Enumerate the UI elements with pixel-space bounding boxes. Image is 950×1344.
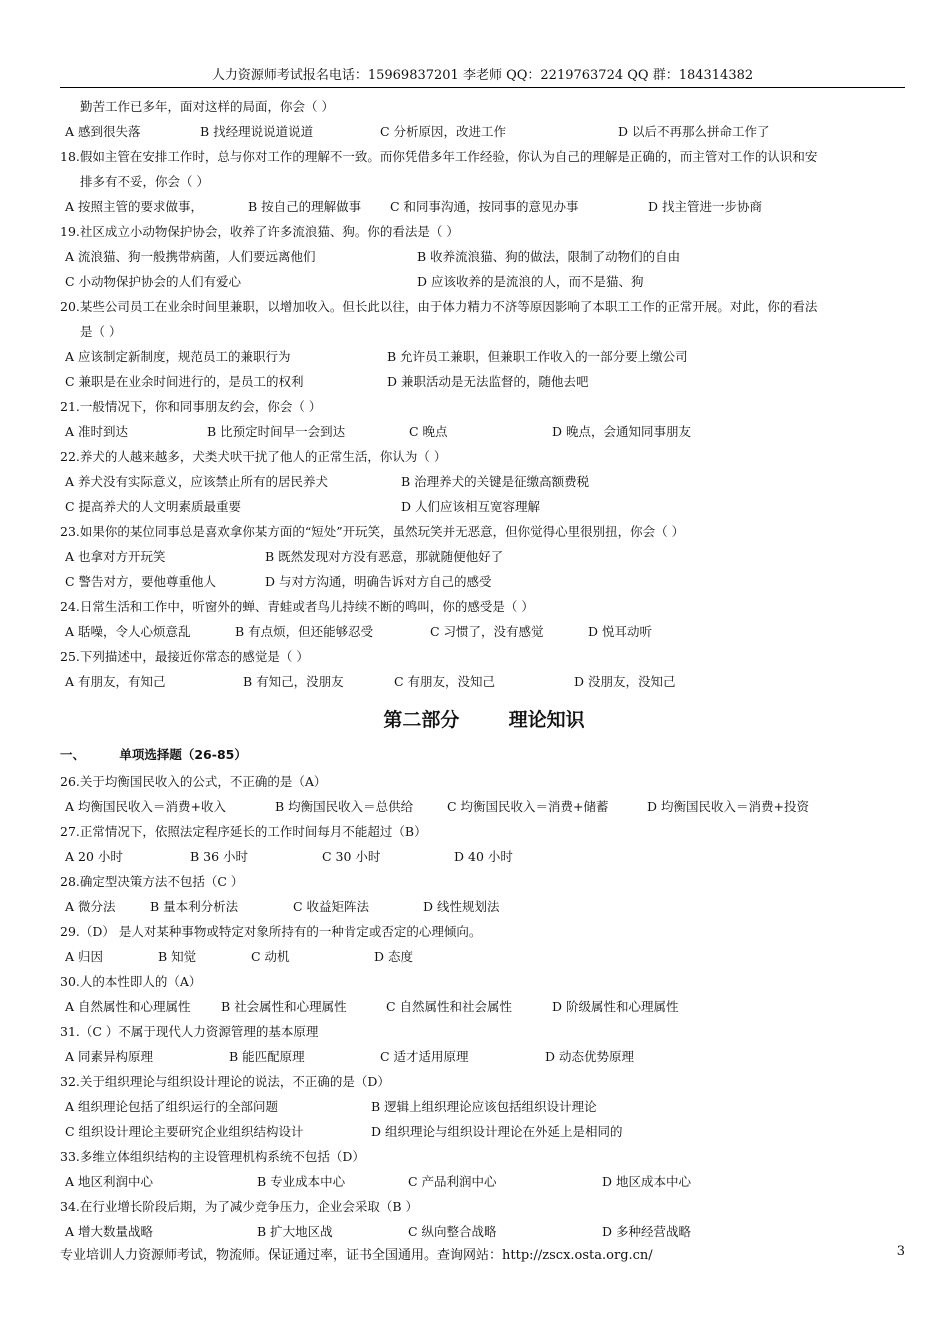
option-b: B 既然发现对方没有恶意，那就随便他好了 [265, 549, 504, 564]
question-30: 30.人的本性即人的（A） [60, 974, 202, 989]
option-d: D 与对方沟通，明确告诉对方自己的感受 [265, 574, 492, 589]
question-18-continuation: 排多有不妥，你会（ ） [80, 174, 209, 189]
question-18: 18.假如主管在安排工作时，总与你对工作的理解不一致。而你凭借多年工作经验，你认为自己的理解是正确的，而主管对工作的认识和安 [60, 149, 818, 164]
question-22: 22.养犬的人越来越多，犬类犬吠干扰了他人的正常生活，你认为（ ） [60, 449, 447, 464]
question-25: 25.下列描述中，最接近你常态的感觉是（ ） [60, 649, 309, 664]
question-18-options [60, 194, 908, 219]
question-23-options-2 [60, 569, 908, 594]
question-27: 27.正常情况下，依照法定程序延长的工作时间每月不能超过（B） [60, 824, 427, 839]
option-b: B 允许员工兼职，但兼职工作收入的一部分要上缴公司 [387, 349, 688, 364]
subsection-heading [60, 744, 908, 769]
option-c: C 产品利润中心 [408, 1174, 497, 1189]
option-a: A 流浪猫、狗一般携带病菌，人们要远离他们 [65, 249, 316, 264]
question-19: 19.社区成立小动物保护协会，收养了许多流浪猫、狗。你的看法是（ ） [60, 224, 459, 239]
question-22-options-1 [60, 469, 908, 494]
option-c: C 兼职是在业余时间进行的，是员工的权利 [65, 374, 304, 389]
option-c: C 警告对方，要他尊重他人 [65, 574, 217, 589]
option-b: B 扩大地区战 [257, 1224, 333, 1239]
option-c: C 有朋友，没知己 [394, 674, 496, 689]
option-c: C 小动物保护协会的人们有爱心 [65, 274, 242, 289]
question-31-options [60, 1044, 908, 1069]
option-d: D 地区成本中心 [602, 1174, 691, 1189]
option-c: C 收益矩阵法 [293, 899, 370, 914]
question-33: 33.多维立体组织结构的主设管理机构系统不包括（D） [60, 1149, 365, 1164]
option-c: C 自然属性和社会属性 [386, 999, 513, 1014]
option-d: D 组织理论与组织设计理论在外延上是相同的 [371, 1124, 623, 1139]
question-24: 24.日常生活和工作中，听窗外的蝉、青蛙或者鸟儿持续不断的鸣叫，你的感受是（ ） [60, 599, 534, 614]
option-c: C 提高养犬的人文明素质最重要 [65, 499, 242, 514]
question-25-options [60, 669, 908, 694]
question-28: 28.确定型决策方法不包括（C ） [60, 874, 244, 889]
option-d: D 悦耳动听 [588, 624, 652, 639]
option-b: B 比预定时间早一会到达 [207, 424, 346, 439]
option-a: A 归因 [65, 949, 104, 964]
option-a: A 同素异构原理 [65, 1049, 154, 1064]
question-34-options [60, 1219, 908, 1244]
question-21: 21.一般情况下，你和同事朋友约会，你会（ ） [60, 399, 322, 414]
option-c: C 适才适用原理 [380, 1049, 469, 1064]
option-b: B 逻辑上组织理论应该包括组织设计理论 [371, 1099, 597, 1114]
option-d: D 线性规划法 [423, 899, 500, 914]
question-22-options-2 [60, 494, 908, 519]
question-34: 34.在行业增长阶段后期，为了减少竞争压力，企业会采取（B ） [60, 1199, 419, 1214]
question-29-options [60, 944, 908, 969]
question-21-options [60, 419, 908, 444]
footer-text: 专业培训人力资源师考试，物流师。保证通过率，证书全国通用。查询网站：http://zscx.osta.org.cn/ [60, 1248, 653, 1263]
option-a: A 养犬没有实际意义，应该禁止所有的居民养犬 [65, 474, 329, 489]
option-b: B 均衡国民收入＝总供给 [275, 799, 414, 814]
option-a: A 均衡国民收入＝消费+收入 [65, 799, 226, 814]
option-d: D 人们应该相互宽容理解 [401, 499, 540, 514]
option-b: B 专业成本中心 [257, 1174, 346, 1189]
question-32-options-1 [60, 1094, 908, 1119]
option-a: A 准时到达 [65, 424, 129, 439]
question-17-options [60, 119, 908, 144]
option-b: B 量本利分析法 [150, 899, 239, 914]
question-29: 29.（D） 是人对某种事物或特定对象所持有的一种肯定或否定的心理倾向。 [60, 924, 482, 939]
option-b: B 治理养犬的关键是征缴高额费税 [401, 474, 590, 489]
option-c: C 组织设计理论主要研究企业组织结构设计 [65, 1124, 304, 1139]
option-d: D 态度 [374, 949, 413, 964]
question-20-options-1 [60, 344, 908, 369]
option-d: D 40 小时 [454, 849, 513, 864]
option-c: C 习惯了，没有感觉 [430, 624, 544, 639]
question-20-options-2 [60, 369, 908, 394]
question-28-options [60, 894, 908, 919]
page-content [60, 94, 908, 1244]
option-d: D 没朋友，没知己 [574, 674, 676, 689]
option-b: B 能匹配原理 [229, 1049, 305, 1064]
option-b: B 社会属性和心理属性 [221, 999, 347, 1014]
question-20: 20.某些公司员工在业余时间里兼职，以增加收入。但长此以往，由于体力精力不济等原因影响了本职工工作的正常开展。对此，你的看法 [60, 299, 818, 314]
option-c: C 分析原因，改进工作 [380, 124, 507, 139]
option-a: A 地区利润中心 [65, 1174, 154, 1189]
option-d: D 晚点，会通知同事朋友 [552, 424, 691, 439]
question-19-options-1 [60, 244, 908, 269]
question-32-options-2 [60, 1119, 908, 1144]
option-a: A 组织理论包括了组织运行的全部问题 [65, 1099, 279, 1114]
option-a: A 20 小时 [65, 849, 123, 864]
option-c: C 均衡国民收入＝消费+储蓄 [447, 799, 609, 814]
option-b: B 36 小时 [190, 849, 249, 864]
question-23-options-1 [60, 544, 908, 569]
section-title-name: 理论知识 [508, 709, 585, 731]
question-31: 31.（C ）不属于现代人力资源管理的基本原理 [60, 1024, 319, 1039]
option-a: A 感到很失落 [65, 124, 141, 139]
option-d: D 动态优势原理 [545, 1049, 634, 1064]
question-33-options [60, 1169, 908, 1194]
question-30-options [60, 994, 908, 1019]
question-26-options [60, 794, 908, 819]
subsection-title: 单项选择题（26-85） [119, 747, 247, 762]
question-32: 32.关于组织理论与组织设计理论的说法，不正确的是（D） [60, 1074, 390, 1089]
option-d: D 应该收养的是流浪的人，而不是猫、狗 [417, 274, 644, 289]
question-23: 23.如果你的某位同事总是喜欢拿你某方面的“短处”开玩笑，虽然玩笑并无恶意，但你觉得心里很别扭，你会（ ） [60, 524, 685, 539]
option-d: D 阶级属性和心理属性 [552, 999, 679, 1014]
option-d: D 以后不再那么拼命工作了 [618, 124, 770, 139]
option-a: A 有朋友，有知己 [65, 674, 166, 689]
option-c: C 纵向整合战略 [408, 1224, 497, 1239]
option-b: B 收养流浪猫、狗的做法，限制了动物们的自由 [417, 249, 681, 264]
option-b: B 按自己的理解做事 [248, 199, 362, 214]
question-27-options [60, 844, 908, 869]
question-26: 26.关于均衡国民收入的公式，不正确的是（A） [60, 774, 327, 789]
option-d: D 多种经营战略 [602, 1224, 691, 1239]
option-b: B 找经理说说道说道 [200, 124, 314, 139]
option-a: A 自然属性和心理属性 [65, 999, 191, 1014]
option-c: C 晚点 [409, 424, 448, 439]
option-a: A 也拿对方开玩笑 [65, 549, 166, 564]
option-a: A 按照主管的要求做事， [65, 199, 204, 214]
subsection-number: 一、 [60, 747, 86, 762]
option-b: B 知觉 [158, 949, 197, 964]
option-b: B 有知己，没朋友 [243, 674, 344, 689]
option-a: A 增大数量战略 [65, 1224, 154, 1239]
option-d: D 兼职活动是无法监督的，随他去吧 [387, 374, 589, 389]
option-c: C 30 小时 [322, 849, 381, 864]
option-c: C 和同事沟通，按同事的意见办事 [390, 199, 579, 214]
question-19-options-2 [60, 269, 908, 294]
page-header: 人力资源师考试报名电话：15969837201 李老师 QQ：2219763724 QQ 群：184314382 [60, 64, 905, 88]
option-d: D 找主管进一步协商 [648, 199, 762, 214]
option-a: A 微分法 [65, 899, 116, 914]
page-number: 3 [896, 1244, 905, 1259]
section-title-part: 第二部分 [383, 709, 460, 731]
page-footer [60, 1244, 905, 1263]
option-a: A 聒噪，令人心烦意乱 [65, 624, 191, 639]
section-title [60, 694, 908, 744]
question-24-options [60, 619, 908, 644]
option-c: C 动机 [251, 949, 290, 964]
question-17-continuation: 勤苦工作已多年，面对这样的局面，你会（ ） [80, 99, 334, 114]
option-a: A 应该制定新制度，规范员工的兼职行为 [65, 349, 291, 364]
option-b: B 有点烦，但还能够忍受 [235, 624, 374, 639]
option-d: D 均衡国民收入＝消费+投资 [647, 799, 809, 814]
question-20-continuation: 是（ ） [80, 324, 122, 339]
